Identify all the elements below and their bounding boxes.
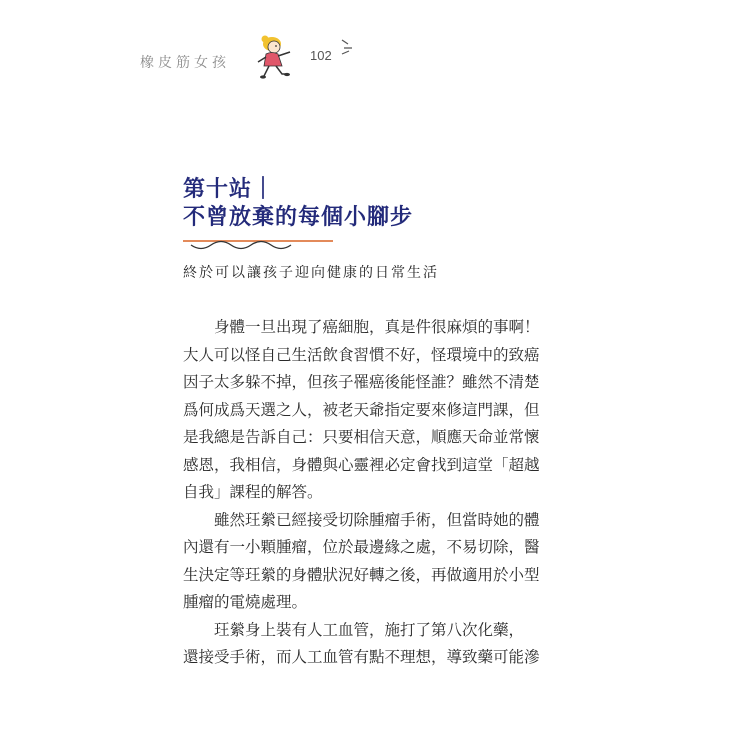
paragraph bbox=[183, 314, 557, 507]
text-line: 玨縈身上裝有人工血管，施打了第八次化藥， bbox=[214, 620, 525, 639]
text-line: 身體一旦出現了癌細胞，真是件很麻煩的事啊！ bbox=[214, 318, 540, 336]
burst-lines-icon bbox=[338, 36, 362, 56]
chapter-title: 不曾放棄的每個小腳步 bbox=[183, 205, 414, 230]
paragraph bbox=[183, 507, 557, 617]
running-header bbox=[140, 28, 380, 88]
page-number: 102 bbox=[310, 48, 332, 63]
text-line: 腫瘤的電燒處理。 bbox=[183, 593, 308, 611]
text-line: 還接受手術，而人工血管有點不理想，導致藥可能滲 bbox=[183, 648, 540, 666]
paragraph bbox=[183, 617, 557, 672]
text-line: 是我總是告訴自己：只要相信天意，順應天命並常懷 bbox=[183, 428, 540, 446]
text-line: 內還有一小顆腫瘤，位於最邊緣之處，不易切除，醫 bbox=[183, 538, 540, 556]
body-text bbox=[183, 314, 557, 672]
text-line: 因子太多躲不掉，但孩子罹癌後能怪誰？雖然不清楚 bbox=[183, 373, 540, 391]
chapter-number: 第十站｜ bbox=[183, 177, 276, 202]
chapter-subtitle: 終於可以讓孩子迎向健康的日常生活 bbox=[183, 265, 439, 281]
text-line: 大人可以怪自己生活飲食習慣不好，怪環境中的致癌 bbox=[183, 345, 540, 364]
text-line: 生決定等玨縈的身體狀況好轉之後，再做適用於小型 bbox=[183, 565, 540, 584]
text-line: 感恩，我相信，身體與心靈裡必定會找到這堂「超越 bbox=[183, 455, 540, 474]
text-line: 自我」課程的解答。 bbox=[183, 483, 323, 501]
book-title: 橡皮筋女孩 bbox=[140, 55, 230, 71]
decorative-squiggle-underline bbox=[183, 236, 333, 254]
text-line: 爲何成爲天選之人，被老天爺指定要來修這門課，但 bbox=[183, 400, 540, 419]
text-line: 雖然玨縈已經接受切除腫瘤手術，但當時她的體 bbox=[214, 510, 540, 529]
chapter-heading bbox=[183, 176, 413, 232]
